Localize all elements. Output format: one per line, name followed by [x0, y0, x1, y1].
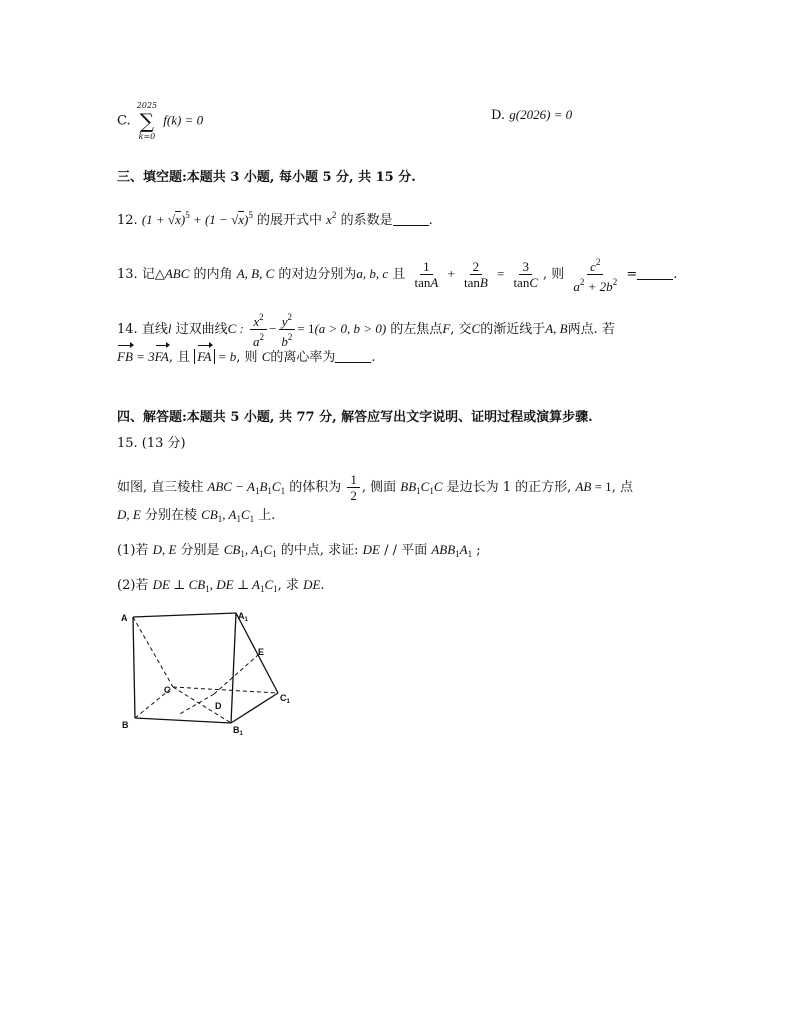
p2-label: (2)若 — [117, 578, 149, 593]
label-A1: $A_1$ — [238, 611, 248, 623]
q14-line-l: l — [167, 321, 172, 336]
option-c — [117, 100, 203, 142]
q13-t5: , 则 — [543, 267, 565, 282]
summation — [137, 100, 157, 142]
answer-blank — [335, 348, 371, 363]
frac-1-tanA: $\frac{1}{\tan A}$ — [414, 259, 439, 290]
q14-vector-eq: FB = 3FA — [117, 349, 169, 364]
q15-t7: 上. — [258, 508, 276, 523]
q15-t5: , 点 — [611, 480, 633, 495]
p1-end: ; — [476, 543, 481, 558]
q14-t1: 直线 — [141, 322, 168, 337]
frac-y2-b2: $\frac{y^2}{b^2}$ — [278, 310, 295, 349]
q13-triangle: △ABC — [154, 266, 190, 281]
q15-line2 — [117, 505, 275, 529]
p1-t2: 的中点, 求证: — [280, 543, 359, 558]
label-C: C — [164, 685, 171, 695]
q15-t4: 是边长为 1 的正方形, — [446, 480, 572, 495]
sum-lower: k=0 — [138, 132, 156, 141]
q14-t8: , 则 — [236, 350, 258, 365]
p1-t1: 分别是 — [180, 543, 220, 558]
question-14-line1: 14. 直线l 过双曲线C : $\frac{x^2}{a^2}$ − $\frac{y^2}{b^2}$ = 1(a > 0, b > 0) 的左焦点F, 交C的渐近线于A, B两点. 若 — [117, 312, 615, 349]
q12-text2: 的系数是 — [340, 213, 393, 228]
q14-abs-eq: FA = b — [194, 349, 236, 364]
q15-part2: (2)若 DE ⊥ $CB_1$, DE ⊥ $A_1C_1$, 求 DE. — [117, 577, 325, 594]
q12-term: $x^2$ — [326, 210, 337, 227]
q13-t6: = — [626, 267, 638, 282]
option-d-expr: g(2026) = 0 — [509, 107, 573, 122]
option-d — [491, 105, 572, 126]
q15-t3: , 侧面 — [361, 480, 397, 495]
q14-condition: = 1(a > 0, b > 0) — [297, 321, 387, 336]
answer-blank — [393, 211, 429, 226]
p1-label: (1)若 — [117, 543, 149, 558]
option-d-label: D. — [491, 108, 506, 123]
q12-text: 的展开式中 — [256, 213, 322, 228]
q15-edges: $CB_1$, $A_1C_1$ — [201, 507, 255, 524]
q15-ab: AB = 1 — [575, 479, 612, 494]
p2-t1: , 求 — [277, 578, 299, 593]
q15-line1 — [117, 472, 633, 503]
section3-heading: 三、填空题:本题共 3 小题, 每小题 5 分, 共 15 分. — [117, 170, 416, 185]
q14-focus: F — [442, 321, 451, 336]
q15-points-de: D, E — [117, 507, 141, 522]
q14-t3: 的左焦点 — [390, 322, 443, 337]
frac-one-half: $\frac{1}{2}$ — [347, 472, 360, 503]
q15-header: 15. (13 分) — [117, 436, 186, 451]
prism-figure — [118, 605, 298, 740]
q14-t9: 的离心率为 — [270, 350, 336, 365]
sigma-symbol: ∑ — [139, 109, 155, 133]
answer-blank — [637, 265, 673, 280]
q13-sides: a, b, c — [356, 266, 389, 281]
q15-face: $BB_1C_1C$ — [400, 479, 443, 496]
frac-c2: $\frac{c^2}{a^2 + 2b^2}$ — [573, 257, 618, 294]
option-c-label: C. — [117, 113, 131, 129]
q15-prism: ABC − $A_1B_1C_1$ — [207, 479, 286, 496]
q14-hyperbola-name: C : — [227, 321, 244, 336]
sum-upper: 2025 — [136, 101, 158, 110]
q13-t4: 且 — [392, 267, 406, 282]
q13-number: 13. — [117, 267, 138, 282]
section4-heading: 四、解答题:本题共 5 小题, 共 77 分, 解答应写出文字说明、证明过程或演算步骤. — [117, 410, 593, 425]
p1-t3: 平面 — [401, 543, 428, 558]
p2-end: . — [320, 578, 325, 593]
q13-t3: 的对边分别为 — [278, 267, 357, 282]
q12-end: . — [428, 213, 433, 228]
q14-t5: 的渐近线于 — [480, 322, 546, 337]
question-14-line2: FB = 3FA, 且 FA = b, 则 C的离心率为 . — [117, 349, 376, 365]
q15-t2: 的体积为 — [289, 480, 342, 495]
q15-t6: 分别在棱 — [144, 508, 197, 523]
q12-number: 12. — [117, 213, 138, 228]
question-12 — [117, 205, 433, 231]
label-A: A — [121, 613, 128, 623]
option-c-expr: f(k) = 0 — [163, 112, 204, 128]
q14-number: 14. — [117, 322, 138, 337]
label-E: E — [258, 647, 265, 657]
q13-t1: 记 — [141, 267, 155, 282]
q14-t6: 两点. 若 — [567, 322, 615, 337]
label-D: D — [215, 701, 222, 711]
label-C1: $C_1$ — [280, 693, 290, 705]
q14-t2: 过双曲线 — [175, 322, 228, 337]
frac-x2-a2: $\frac{x^2}{a^2}$ — [250, 310, 267, 349]
question-13: 13. 记△ABC 的内角 A, B, C 的对边分别为a, b, c 且 $\frac{1}{\tan A}$ + $\frac{2}{\tan B}$ = $\frac{3}{\tan C}$ , 则 $\frac{c^2}{a^2 + 2b^2}$ = . — [117, 257, 678, 294]
label-B1: $B_1$ — [233, 725, 243, 737]
q15-part1: (1)若 D, E 分别是 $CB_1$, $A_1C_1$ 的中点, 求证: DE / / 平面 $ABB_1A_1$ ; — [117, 542, 481, 559]
q13-t2: 的内角 — [193, 267, 233, 282]
q12-expression: $(1 + √x)^5 + (1 - √x)^5$ — [141, 210, 253, 227]
q13-end: . — [673, 267, 678, 282]
q14-t7: , 且 — [168, 350, 191, 365]
q14-t4: , 交 — [450, 322, 472, 337]
q14-end: . — [371, 350, 376, 365]
label-B: B — [122, 720, 129, 730]
frac-3-tanC: $\frac{3}{\tan C}$ — [513, 259, 538, 290]
q14-points: A, B — [545, 321, 568, 336]
q15-t1: 如图, 直三棱柱 — [117, 480, 204, 495]
frac-2-tanB: $\frac{2}{\tan B}$ — [463, 259, 488, 290]
q13-angles: A, B, C — [236, 266, 275, 281]
